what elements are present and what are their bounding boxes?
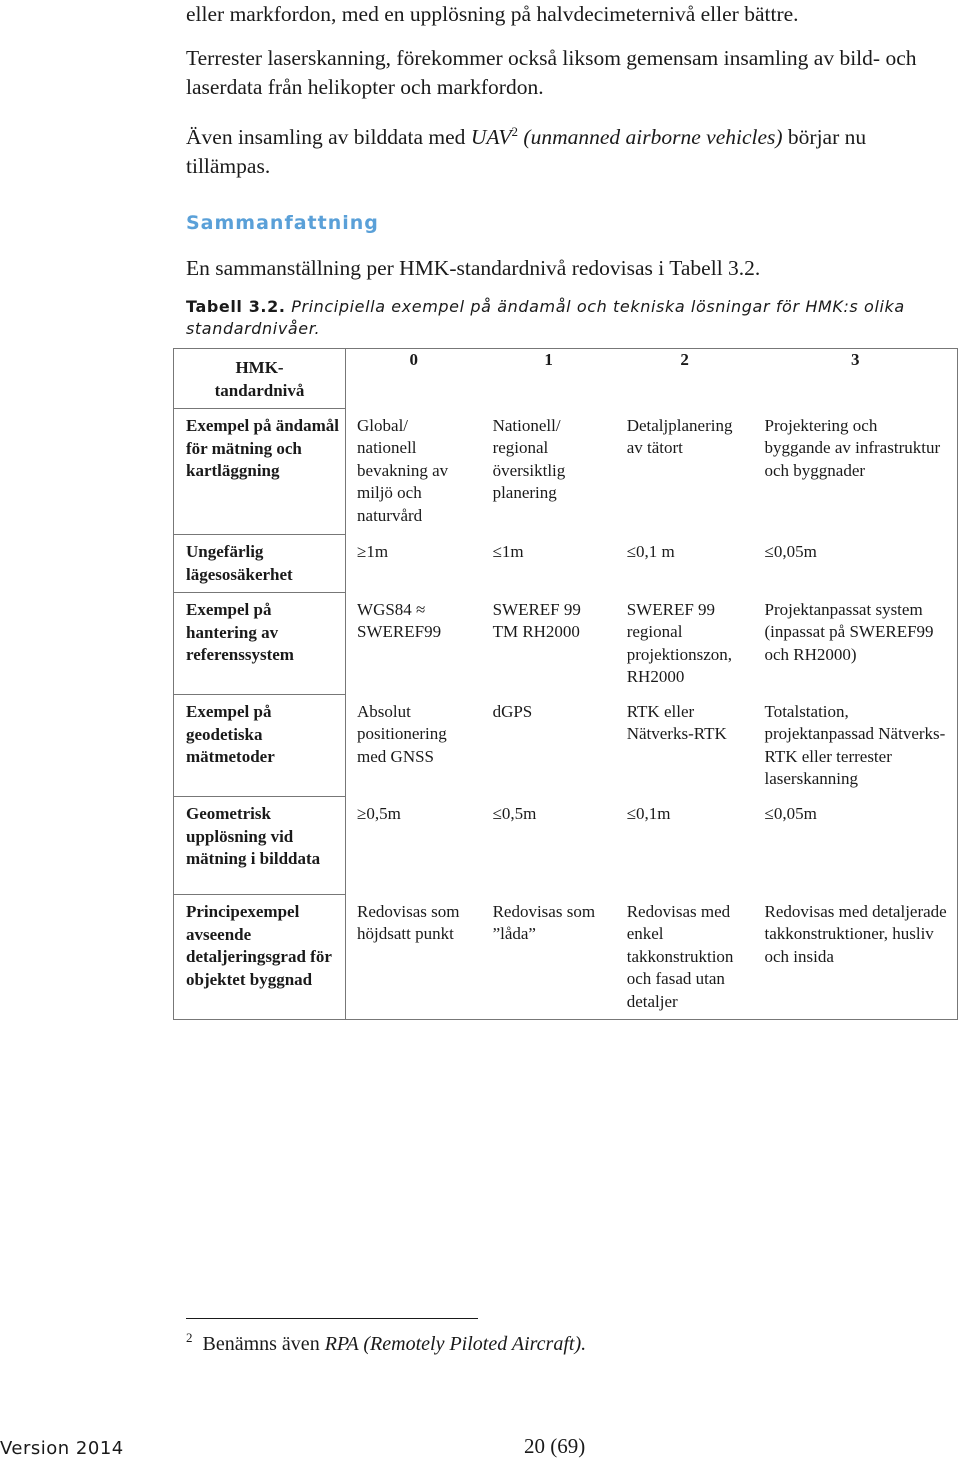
table-row xyxy=(174,593,958,695)
intro-text: En sammanställning per HMK-standardnivå redovisas i Tabell 3.2. xyxy=(186,256,761,280)
table-row xyxy=(174,695,958,797)
footnote-number: 2 xyxy=(186,1330,193,1345)
table-cell: Nationell/ regional översiktlig planering xyxy=(492,415,566,502)
row-label: Principexempel avseende detaljeringsgrad för objektet byggnad xyxy=(174,895,346,1020)
table-cell: Absolut positionering med GNSS xyxy=(357,701,447,766)
table-row xyxy=(174,535,958,593)
table-cell: ≤0,1 m xyxy=(626,541,675,561)
table-cell: ≤0,5m xyxy=(492,803,537,823)
hmk-table xyxy=(173,348,958,1020)
uav-term: UAV xyxy=(470,124,512,149)
page-number: 20 (69) xyxy=(524,1434,586,1458)
table-row xyxy=(174,409,958,535)
paragraph-3-post: börjar nu tillämpas. xyxy=(186,124,867,178)
table-cell: ≤0,05m xyxy=(764,803,817,823)
paragraph-2: Terrester laserskanning, förekommer också liksom gemensam insamling av bild- och laserdata från helikopter och markfordon. xyxy=(186,45,917,99)
uav-expansion: (unmanned airborne vehicles) xyxy=(523,124,783,149)
table-cell: WGS84 ≈ SWEREF99 xyxy=(357,599,442,641)
footnote-ref[interactable]: 2 xyxy=(511,123,519,139)
table-cell: ≥1m xyxy=(357,541,389,561)
table-cell: ≤1m xyxy=(492,541,524,561)
footer-version: Version 2014 xyxy=(0,1438,124,1459)
table-cell: Redovisas som ”låda” xyxy=(492,901,596,943)
footnote-italic: RPA (Remotely Piloted Aircraft). xyxy=(324,1333,587,1355)
corner-header: HMK-tandardnivå xyxy=(174,349,346,409)
row-label: Geometrisk upplösning vid mätning i bilddata xyxy=(174,797,346,895)
table-row xyxy=(174,797,958,895)
table-cell: Projektering och byggande av infrastruktur och byggnader xyxy=(764,415,941,480)
level-header: 3 xyxy=(754,349,958,409)
table-header-row xyxy=(174,349,958,409)
table-caption xyxy=(186,296,936,340)
footnote-divider xyxy=(186,1318,478,1319)
table-cell: SWEREF 99 regional projektionszon, RH2000 xyxy=(626,599,733,686)
table-cell: Projektanpassat system (inpassat på SWEREF99 och RH2000) xyxy=(764,599,934,664)
table-cell: RTK eller Nätverks-RTK xyxy=(626,701,727,743)
paragraph-1: eller markfordon, med en upplösning på halvdecimeternivå eller bättre. xyxy=(186,2,799,26)
table-cell: Redovisas som höjdsatt punkt xyxy=(357,901,460,943)
footnote xyxy=(186,1330,586,1356)
table-cell: ≥0,5m xyxy=(357,803,401,823)
caption-label: Tabell 3.2. xyxy=(186,297,286,316)
table-cell: SWEREF 99 TM RH2000 xyxy=(492,599,581,641)
table-cell: dGPS xyxy=(492,701,533,721)
paragraph-3-pre: Även insamling av bilddata med xyxy=(186,124,466,149)
table-cell: Redovisas med detaljerade takkonstruktioner, husliv och insida xyxy=(764,901,947,966)
section-heading: Sammanfattning xyxy=(186,212,379,234)
row-label: Exempel på ändamål för mätning och kartläggning xyxy=(174,409,346,535)
body-text xyxy=(186,0,926,196)
table-cell: Totalstation, projektanpassad Nätverks-RTK eller terrester laserskanning xyxy=(764,701,946,788)
level-header: 0 xyxy=(346,349,482,409)
table-cell: ≤0,1m xyxy=(626,803,671,823)
caption-text: Principiella exempel på ändamål och tekniska lösningar för HMK:s olika standardnivåer. xyxy=(186,297,905,338)
level-header: 1 xyxy=(482,349,616,409)
table-row xyxy=(174,895,958,1020)
table-cell: Redovisas med enkel takkonstruktion och fasad utan detaljer xyxy=(626,901,734,1011)
paragraph-3 xyxy=(186,117,926,182)
row-label: Exempel på hantering av referenssystem xyxy=(174,593,346,695)
level-header: 2 xyxy=(616,349,754,409)
table-cell: Global/ nationell bevakning av miljö och naturvård xyxy=(357,415,449,525)
table-cell: ≤0,05m xyxy=(764,541,817,561)
footnote-text: Benämns även xyxy=(202,1333,320,1355)
row-label: Exempel på geodetiska mätmetoder xyxy=(174,695,346,797)
table-cell: Detaljplanering av tätort xyxy=(626,415,733,457)
row-label: Ungefärlig lägesosäkerhet xyxy=(174,535,346,593)
